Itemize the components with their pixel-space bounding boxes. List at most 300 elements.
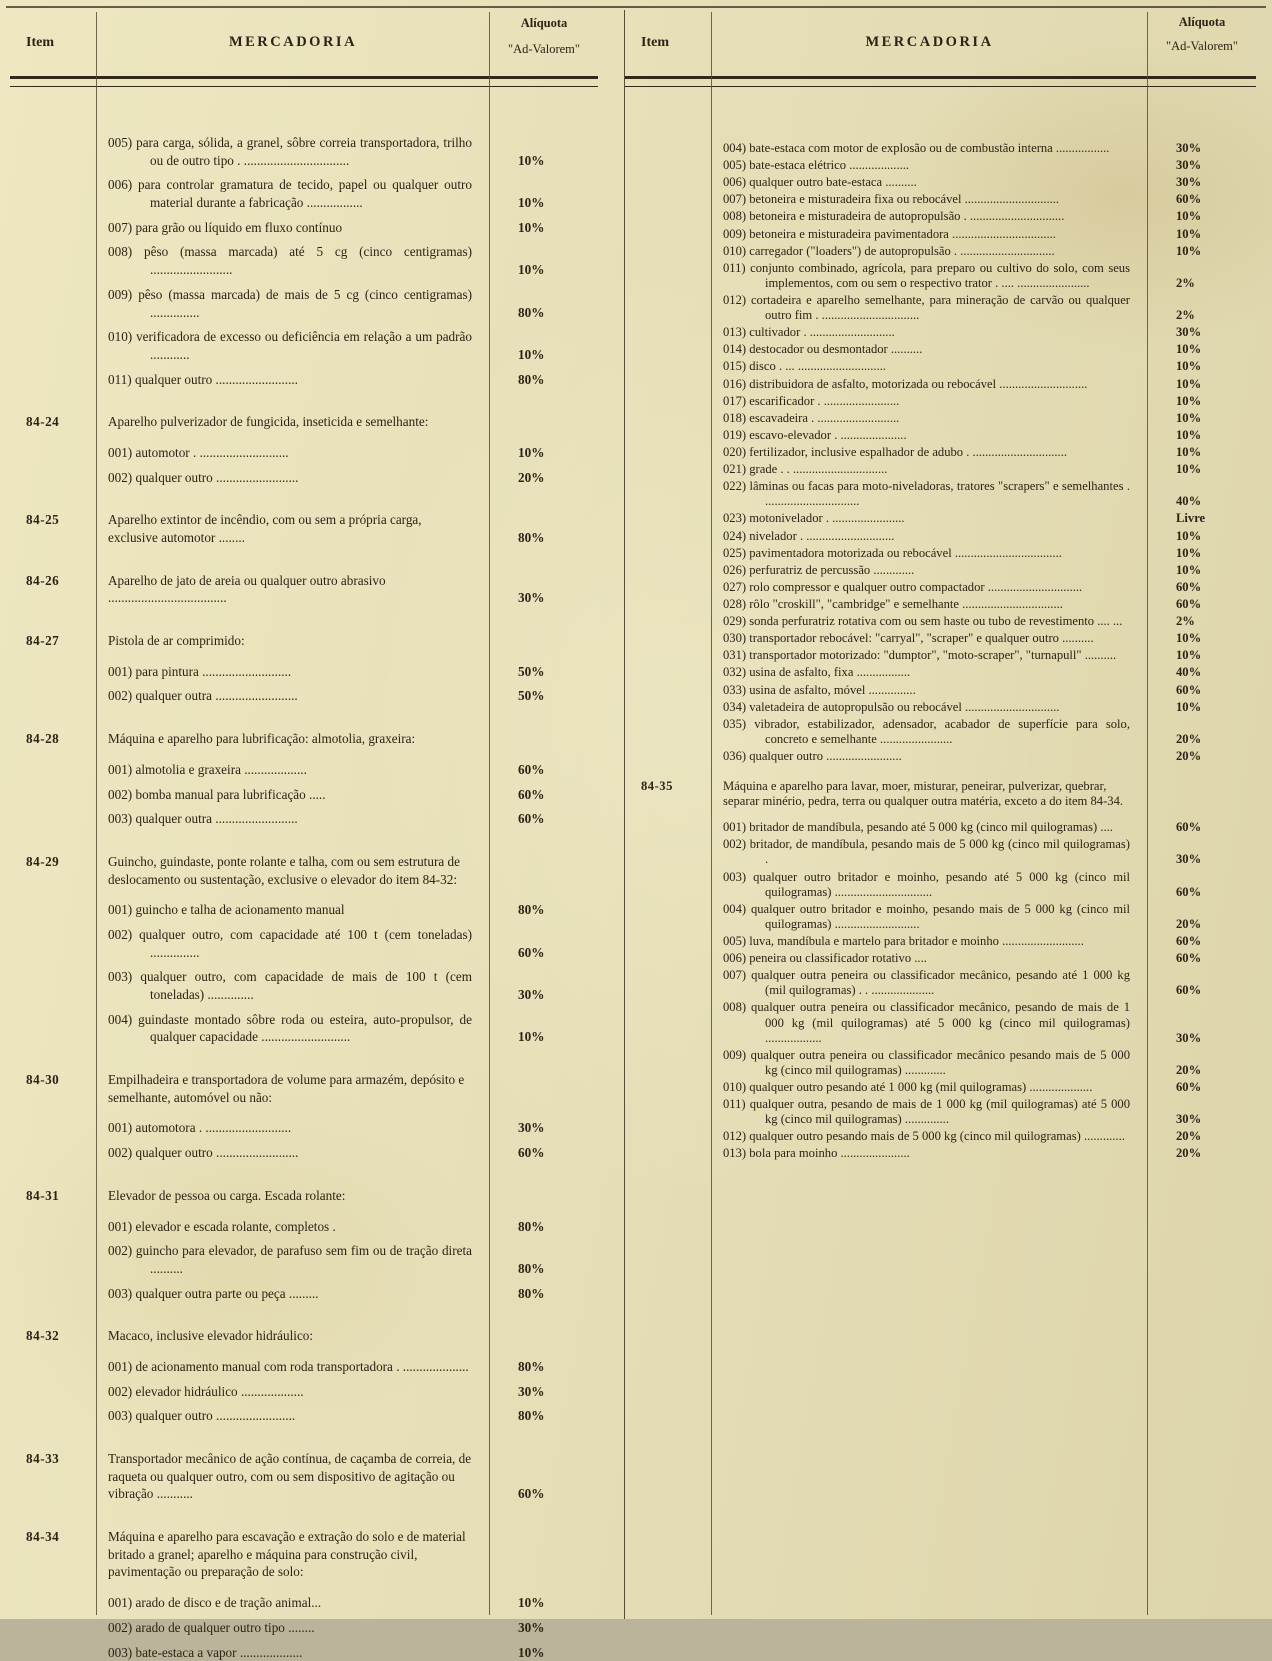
entry-text: cortadeira e aparelho semelhante, para mineração de carvão ou qualquer outro fim . ............................... (751, 293, 1130, 322)
entry-text: transportador motorizado: "dumptor", "moto-scraper", "turnapull" .......... (749, 648, 1116, 662)
tariff-entry-row (625, 359, 1256, 374)
tariff-entry-row (625, 1000, 1256, 1045)
entry-description (711, 700, 1148, 715)
entry-code: 011) (723, 1097, 750, 1111)
entry-text: almotolia e graxeira ................... (135, 762, 306, 777)
rate-value: 10% (1148, 631, 1256, 646)
rate-value: 80% (490, 1218, 598, 1236)
entry-text: carregador ("loaders") de autopropulsão . .............................. (749, 244, 1054, 258)
entry-text: qualquer outra peneira ou classificador mecânico, pesando de mais de 1 000 kg (mil quilogramas) até 5 000 kg (cinco mil quilogramas) .................. (751, 1000, 1130, 1044)
tariff-section (10, 413, 598, 486)
entry-text: guincho para elevador, de parafuso sem fim ou de tração direta .......... (136, 1243, 472, 1276)
entry-text: qualquer outro, com capacidade até 100 t (cem toneladas) ............... (139, 927, 472, 960)
entry-description (96, 134, 490, 169)
entry-description (96, 371, 490, 389)
entry-text: para controlar gramatura de tecido, papel ou qualquer outro material durante a fabricação ................. (138, 177, 472, 210)
entry-description (711, 244, 1148, 259)
entry-description (96, 786, 490, 804)
entry-description (711, 870, 1148, 900)
tariff-entry-row (625, 837, 1256, 867)
header-aliquota-label (1148, 10, 1256, 76)
entry-code: 026) (723, 563, 749, 577)
rate-value: 30% (490, 1619, 598, 1637)
entry-description (96, 687, 490, 705)
rate-value: 10% (1148, 377, 1256, 392)
top-rule (6, 6, 1266, 8)
rate-value: 60% (490, 1144, 598, 1162)
section-heading-row (10, 730, 598, 748)
tariff-entry-row (625, 209, 1256, 224)
entry-code: 002) (108, 470, 135, 485)
tariff-section (10, 134, 598, 388)
tariff-entry-row (625, 580, 1256, 595)
tariff-section (10, 730, 598, 828)
entry-code: 003) (108, 1408, 135, 1423)
item-number: 84-31 (10, 1187, 96, 1205)
tariff-entry-row (10, 1383, 598, 1401)
rate-value: 60% (1148, 983, 1256, 998)
tariff-section (10, 1071, 598, 1162)
entry-description (96, 219, 490, 237)
entry-description (711, 597, 1148, 612)
rate-value: 60% (1148, 934, 1256, 949)
entry-description (96, 328, 490, 363)
entry-code: 022) (723, 479, 749, 493)
section-heading-text: Máquina e aparelho para lavar, moer, misturar, peneirar, pulverizar, quebrar, separar minério, pedra, terra ou qualquer outra matéria, exceto a do item 84-34. (711, 779, 1148, 809)
tariff-entry-row (10, 1011, 598, 1046)
entry-text: usina de asfalto, fixa ................. (749, 665, 910, 679)
section-heading-row (625, 779, 1256, 809)
entry-code: 007) (723, 968, 751, 982)
entry-description (711, 293, 1148, 323)
entry-text: qualquer outra ......................... (135, 688, 297, 703)
entry-text: escavo-elevador . ..................... (749, 428, 906, 442)
entry-text: para grão ou líquido em fluxo contínuo (135, 220, 342, 235)
header-aliquota-line2: "Ad-Valorem" (1148, 39, 1256, 54)
entry-text: distribuidora de asfalto, motorizada ou rebocável ............................ (749, 377, 1087, 391)
rate-value: 40% (1148, 494, 1256, 509)
rate-value: 10% (1148, 563, 1256, 578)
entry-description (96, 901, 490, 919)
rate-value: 10% (1148, 227, 1256, 242)
rate-value: 30% (1148, 325, 1256, 340)
tariff-entry-row (625, 445, 1256, 460)
section-heading-text: Máquina e aparelho para escavação e extração do solo e de material britado a granel; aparelho e máquina para construção civil, pavimentação ou preparação de solo: (96, 1528, 490, 1581)
entry-code: 002) (108, 787, 135, 802)
tariff-entry-row (625, 529, 1256, 544)
rate-value: 30% (1148, 1031, 1256, 1046)
entry-code: 003) (108, 1645, 135, 1660)
rate-value: 20% (1148, 1063, 1256, 1078)
rate-value: 60% (490, 944, 598, 962)
entry-description (96, 1218, 490, 1236)
entry-text: elevador e escada rolante, completos . (135, 1219, 335, 1234)
entry-description (96, 286, 490, 321)
section-heading-row (10, 511, 598, 546)
entry-description (711, 749, 1148, 764)
tariff-entry-row (625, 428, 1256, 443)
section-heading-text: Elevador de pessoa ou carga. Escada rolante: (96, 1187, 490, 1205)
tariff-entry-row (10, 286, 598, 321)
entry-code: 004) (723, 141, 749, 155)
entry-text: betoneira e misturadeira fixa ou rebocável .............................. (749, 192, 1059, 206)
item-number: 84-30 (10, 1071, 96, 1089)
entry-text: de acionamento manual com roda transportadora . .................... (135, 1359, 468, 1374)
rate-value: 50% (490, 687, 598, 705)
rate-value: 80% (490, 1260, 598, 1278)
tariff-entry-row (10, 901, 598, 919)
entry-code: 010) (723, 244, 749, 258)
entry-code: 019) (723, 428, 749, 442)
entry-code: 033) (723, 683, 749, 697)
entry-text: automotor . ........................... (135, 445, 288, 460)
right-page-column (624, 10, 1256, 1619)
tariff-section (625, 141, 1256, 764)
entry-code: 023) (723, 511, 749, 525)
rate-value: 20% (1148, 1146, 1256, 1161)
rate-value: 10% (490, 261, 598, 279)
entry-code: 015) (723, 359, 749, 373)
entry-code: 030) (723, 631, 749, 645)
section-heading-row (10, 1327, 598, 1345)
rate-value: 10% (1148, 209, 1256, 224)
rate-value: 10% (1148, 462, 1256, 477)
rate-value: 10% (1148, 700, 1256, 715)
entry-code: 003) (108, 969, 140, 984)
rate-value: 30% (490, 1119, 598, 1137)
entry-text: qualquer outra ......................... (135, 811, 297, 826)
entry-text: qualquer outro britador e moinho, pesando até 5 000 kg (cinco mil quilogramas) ............................... (753, 870, 1130, 899)
entry-description (711, 462, 1148, 477)
entry-description (711, 837, 1148, 867)
left-page-column (10, 10, 598, 1619)
entry-text: rôlo "croskill", "cambridge" e semelhante ................................ (749, 597, 1063, 611)
tariff-entry-row (625, 479, 1256, 509)
entry-text: betoneira e misturadeira de autopropulsão . .............................. (749, 209, 1064, 223)
rate-value: 60% (1148, 885, 1256, 900)
entry-code: 032) (723, 665, 749, 679)
rate-value: 10% (490, 1028, 598, 1046)
entry-text: usina de asfalto, móvel ............... (749, 683, 916, 697)
rate-value: 60% (1148, 597, 1256, 612)
entry-text: bate-estaca a vapor ................... (135, 1645, 302, 1660)
rate-value: 80% (490, 529, 598, 547)
entry-text: pavimentadora motorizada ou rebocável .................................. (749, 546, 1062, 560)
tariff-section (10, 853, 598, 1046)
item-number: 84-24 (10, 413, 96, 431)
entry-text: bate-estaca com motor de explosão ou de combustão interna ................. (749, 141, 1109, 155)
entry-code: 025) (723, 546, 749, 560)
tariff-entry-row (625, 325, 1256, 340)
entry-description (711, 445, 1148, 460)
entry-description (96, 1358, 490, 1376)
rate-value: 40% (1148, 665, 1256, 680)
entry-description (711, 377, 1148, 392)
entry-code: 002) (108, 688, 135, 703)
rate-value: 60% (1148, 820, 1256, 835)
tariff-entry-row (10, 1285, 598, 1303)
entry-description (96, 1383, 490, 1401)
rate-value: 10% (490, 346, 598, 364)
tariff-entry-row (625, 1129, 1256, 1144)
entry-code: 008) (108, 244, 144, 259)
tariff-entry-row (10, 1619, 598, 1637)
entry-text: vibrador, estabilizador, adensador, acabador de superfície para solo, concreto e semelhante ....................... (754, 717, 1130, 746)
section-heading-row (10, 853, 598, 888)
section-heading-row (10, 632, 598, 650)
entry-code: 002) (723, 837, 750, 851)
entry-code: 005) (108, 135, 136, 150)
rate-value: 80% (490, 1285, 598, 1303)
header-aliquota-line2: "Ad-Valorem" (490, 41, 598, 58)
entry-text: escavadeira . .......................... (749, 411, 899, 425)
entry-description (711, 175, 1148, 190)
entry-description (711, 580, 1148, 595)
item-number: 84-26 (10, 572, 96, 590)
entry-description (711, 648, 1148, 663)
rate-value: 80% (490, 304, 598, 322)
item-number: 84-25 (10, 511, 96, 529)
entry-text: qualquer outro, com capacidade de mais de 100 t (cem toneladas) .............. (140, 969, 472, 1002)
entry-text: britador de mandíbula, pesando até 5 000 kg (cinco mil quilogramas) .... (749, 820, 1113, 834)
entry-text: luva, mandíbula e martelo para britador e moinho .......................... (749, 934, 1084, 948)
entry-description (96, 663, 490, 681)
rate-value: 10% (490, 219, 598, 237)
entry-text: lâminas ou facas para moto-niveladoras, tratores "scrapers" e semelhantes . .............................. (749, 479, 1130, 508)
entry-description (711, 359, 1148, 374)
entry-code: 021) (723, 462, 749, 476)
entry-code: 009) (108, 287, 138, 302)
header-mercadoria-label: MERCADORIA (711, 34, 1148, 51)
entry-code: 009) (723, 227, 749, 241)
item-number: 84-35 (625, 779, 711, 794)
entry-text: rolo compressor e qualquer outro compactador .............................. (749, 580, 1082, 594)
rate-value: 2% (1148, 276, 1256, 291)
entry-text: conjunto combinado, agrícola, para preparo ou cultivo do solo, com seus implementos, com ou sem o respectivo trator . .... ....................... (750, 261, 1130, 290)
entry-description (96, 810, 490, 828)
tariff-entry-row (625, 342, 1256, 357)
entry-text: sonda perfuratriz rotativa com ou sem haste ou tubo de revestimento .... ... (749, 614, 1122, 628)
entry-code: 029) (723, 614, 749, 628)
entry-description (96, 1594, 490, 1612)
entry-description (711, 394, 1148, 409)
entry-text: grade . . .............................. (749, 462, 887, 476)
tariff-entry-row (10, 219, 598, 237)
entry-description (711, 614, 1148, 629)
section-heading-row (10, 1528, 598, 1581)
entry-text: pêso (massa marcada) até 5 cg (cinco centigramas) ......................... (144, 244, 472, 277)
entry-text: verificadora de excesso ou deficiência em relação a um padrão ............ (136, 329, 472, 362)
rate-value: 10% (490, 194, 598, 212)
rate-value: 60% (1148, 1080, 1256, 1095)
entry-code: 001) (108, 1219, 135, 1234)
entry-description (96, 1407, 490, 1425)
section-heading-text: Empilhadeira e transportadora de volume para armazém, depósito e semelhante, automóvel ou não: (96, 1071, 490, 1106)
rate-value: 30% (1148, 1112, 1256, 1127)
tariff-entry-row (625, 749, 1256, 764)
tariff-entry-row (10, 444, 598, 462)
section-heading-row (10, 572, 598, 607)
tariff-section (625, 779, 1256, 1162)
rate-value: 60% (1148, 192, 1256, 207)
entry-code: 003) (108, 811, 135, 826)
entry-text: guincho e talha de acionamento manual (135, 902, 344, 917)
entry-code: 002) (108, 1620, 135, 1635)
tariff-entry-row (10, 1407, 598, 1425)
entry-description (96, 761, 490, 779)
header-mercadoria-label: MERCADORIA (96, 33, 490, 52)
entry-text: qualquer outra, pesando de mais de 1 000 kg (mil quilogramas) até 5 000 kg (cinco mil quilogramas) .............. (750, 1097, 1130, 1126)
section-heading-row (10, 413, 598, 431)
entry-description (96, 926, 490, 961)
section-heading-text: Aparelho de jato de areia ou qualquer outro abrasivo .................................... (96, 572, 490, 607)
entry-description (711, 1146, 1148, 1161)
entry-text: pêso (massa marcada) de mais de 5 cg (cinco centigramas) ............... (138, 287, 472, 320)
rate-value: 10% (1148, 445, 1256, 460)
entry-text: qualquer outro ......................... (135, 470, 298, 485)
header-item-label: Item (625, 35, 711, 52)
entry-description (711, 428, 1148, 443)
entry-text: peneira ou classificador rotativo .... (749, 951, 927, 965)
entry-description (96, 968, 490, 1003)
rate-value: 30% (490, 1383, 598, 1401)
tariff-entry-row (625, 261, 1256, 291)
rate-value: 50% (490, 663, 598, 681)
section-heading-text: Aparelho extintor de incêndio, com ou sem a própria carga, exclusive automotor ........ (96, 511, 490, 546)
entry-text: qualquer outro ......................... (135, 372, 298, 387)
rate-value: 60% (1148, 951, 1256, 966)
entry-text: para pintura ........................... (135, 664, 291, 679)
rate-value: 20% (490, 469, 598, 487)
entry-description (96, 1119, 490, 1137)
entry-text: qualquer outro britador e moinho, pesando mais de 5 000 kg (cinco mil quilogramas) ........................... (751, 902, 1130, 931)
entry-code: 005) (723, 158, 749, 172)
tariff-entry-row (625, 717, 1256, 747)
tariff-entry-row (625, 665, 1256, 680)
item-number: 84-29 (10, 853, 96, 871)
rate-value: 80% (490, 1358, 598, 1376)
entry-code: 013) (723, 325, 749, 339)
section-heading-row (10, 1450, 598, 1503)
entry-description (711, 1048, 1148, 1078)
tariff-entry-row (10, 663, 598, 681)
item-number: 84-32 (10, 1327, 96, 1345)
tariff-entry-row (625, 192, 1256, 207)
entry-description (96, 444, 490, 462)
tariff-entry-row (10, 968, 598, 1003)
rate-value: 10% (490, 444, 598, 462)
rate-value: 10% (1148, 411, 1256, 426)
table-header-right (625, 10, 1256, 76)
entry-text: para carga, sólida, a granel, sôbre correia transportadora, trilho ou de outro tipo . ................................ (136, 135, 472, 168)
rate-value: 10% (490, 1594, 598, 1612)
tariff-entry-row (625, 968, 1256, 998)
rate-value: 60% (490, 761, 598, 779)
entry-code: 016) (723, 377, 749, 391)
tariff-entry-row (625, 511, 1256, 526)
entry-description (711, 951, 1148, 966)
entry-description (711, 1129, 1148, 1144)
entry-text: valetadeira de autopropulsão ou rebocável .............................. (749, 700, 1059, 714)
entry-code: 001) (108, 445, 135, 460)
entry-code: 031) (723, 648, 749, 662)
tariff-entry-row (10, 328, 598, 363)
entry-description (711, 158, 1148, 173)
entry-description (711, 529, 1148, 544)
entry-text: qualquer outra parte ou peça ......... (135, 1286, 318, 1301)
entry-code: 001) (108, 1359, 135, 1374)
entry-code: 007) (723, 192, 749, 206)
entry-text: qualquer outra peneira ou classificador mecânico pesando mais de 5 000 kg (cinco mil quilogramas) ............. (751, 1048, 1130, 1077)
entry-description (711, 1097, 1148, 1127)
entry-code: 005) (723, 934, 749, 948)
tariff-entry-row (625, 1097, 1256, 1127)
entry-description (711, 411, 1148, 426)
entry-description (711, 511, 1148, 526)
entry-description (711, 227, 1148, 242)
tariff-entry-row (625, 377, 1256, 392)
tariff-entry-row (625, 870, 1256, 900)
rate-value: 30% (490, 589, 598, 607)
header-aliquota-line1: Alíquota (490, 15, 598, 32)
entry-code: 006) (723, 175, 749, 189)
item-number: 84-27 (10, 632, 96, 650)
entry-description (711, 209, 1148, 224)
rate-value: 60% (1148, 580, 1256, 595)
entry-text: motonivelador . ....................... (749, 511, 904, 525)
tariff-entry-row (625, 648, 1256, 663)
header-aliquota-label (490, 10, 598, 76)
tariff-section (10, 632, 598, 705)
entry-code: 008) (723, 1000, 751, 1014)
entry-description (711, 683, 1148, 698)
entry-code: 028) (723, 597, 749, 611)
entry-text: betoneira e misturadeira pavimentadora ................................. (749, 227, 1056, 241)
tariff-entry-row (10, 1144, 598, 1162)
entry-text: perfuratriz de percussão ............. (749, 563, 914, 577)
entry-code: 002) (108, 1243, 136, 1258)
entry-text: qualquer outro pesando até 1 000 kg (mil quilogramas) .................... (749, 1080, 1092, 1094)
entry-code: 003) (723, 870, 753, 884)
rate-value: 60% (1148, 683, 1256, 698)
tariff-entry-row (625, 175, 1256, 190)
rate-value: 10% (490, 152, 598, 170)
rate-value: 10% (1148, 244, 1256, 259)
entry-code: 010) (108, 329, 136, 344)
entry-code: 004) (108, 1012, 138, 1027)
tariff-entry-row (10, 1218, 598, 1236)
entry-description (711, 934, 1148, 949)
section-heading-text: Macaco, inclusive elevador hidráulico: (96, 1327, 490, 1345)
entry-text: escarificador . ........................ (749, 394, 899, 408)
entry-description (711, 717, 1148, 747)
entry-description (711, 479, 1148, 509)
left-column-body (10, 87, 598, 1661)
entry-code: 035) (723, 717, 754, 731)
rate-value: 30% (1148, 852, 1256, 867)
tariff-entry-row (625, 411, 1256, 426)
tariff-entry-row (625, 244, 1256, 259)
tariff-entry-row (10, 786, 598, 804)
entry-code: 027) (723, 580, 749, 594)
section-heading-text: Guincho, guindaste, ponte rolante e talha, com ou sem estrutura de deslocamento ou sustentação, exclusive o elevador do item 84-32: (96, 853, 490, 888)
entry-code: 010) (723, 1080, 749, 1094)
item-number: 84-28 (10, 730, 96, 748)
entry-text: bomba manual para lubrificação ..... (135, 787, 325, 802)
entry-description (96, 1242, 490, 1277)
entry-code: 001) (108, 902, 135, 917)
rate-value: 20% (1148, 917, 1256, 932)
